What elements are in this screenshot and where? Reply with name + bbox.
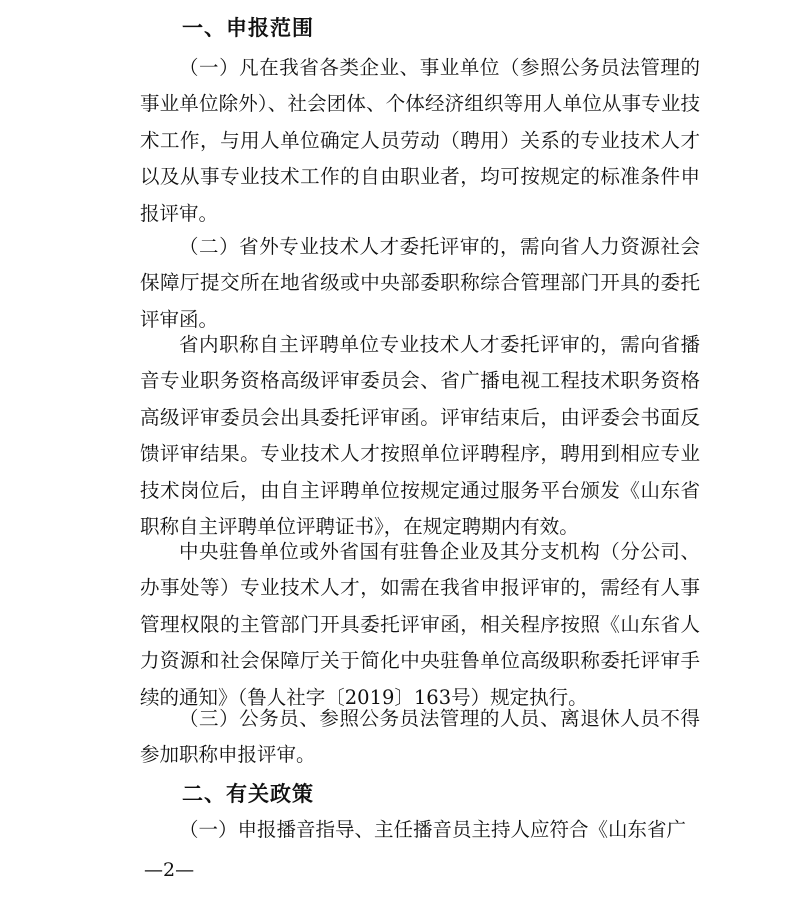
paragraph-scope-3: （三）公务员、参照公务员法管理的人员、离退休人员不得参加职称申报评审。: [140, 707, 700, 767]
paragraph-scope-2: （二）省外专业技术人才委托评审的，需向省人力资源社会保障厅提交所在地省级或中央部委职称综合管理部门开具的委托评审函。: [140, 235, 700, 331]
paragraph-central-units: 中央驻鲁单位或外省国有驻鲁企业及其分支机构（分公司、办事处等）专业技术人才，如需在我省申报评审的，需经有人事管理权限的主管部门开具委托评审函，相关程序按照《山东省人力资源和社会保障厅关于简化中央驻鲁单位高级职称委托评审手续的通知》（鲁人社字〔2019〕163号）规定执行。: [140, 540, 700, 709]
section-heading-scope: 一、申报范围: [182, 16, 314, 40]
paragraph-policy-1: （一）申报播音指导、主任播音员主持人应符合《山东省广: [179, 818, 687, 841]
paragraph-provincial-self-evaluation: 省内职称自主评聘单位专业技术人才委托评审的，需向省播音专业职务资格高级评审委员会、省广播电视工程技术职务资格高级评审委员会出具委托评审函。评审结束后，由评委会书面反馈评审结果。专业技术人才按照单位评聘程序，聘用到相应专业技术岗位后，由自主评聘单位按规定通过服务平台颁发《山东省职称自主评聘单位评聘证书》，在规定聘期内有效。: [140, 333, 700, 539]
section-heading-policy: 二、有关政策: [182, 782, 314, 806]
paragraph-scope-1: （一）凡在我省各类企业、事业单位（参照公务员法管理的事业单位除外）、社会团体、个体经济组织等用人单位从事专业技术工作，与用人单位确定人员劳动（聘用）关系的专业技术人才以及从事专业技术工作的自由职业者，均可按规定的标准条件申报评审。: [140, 56, 700, 225]
page-number: —2—: [144, 859, 195, 881]
